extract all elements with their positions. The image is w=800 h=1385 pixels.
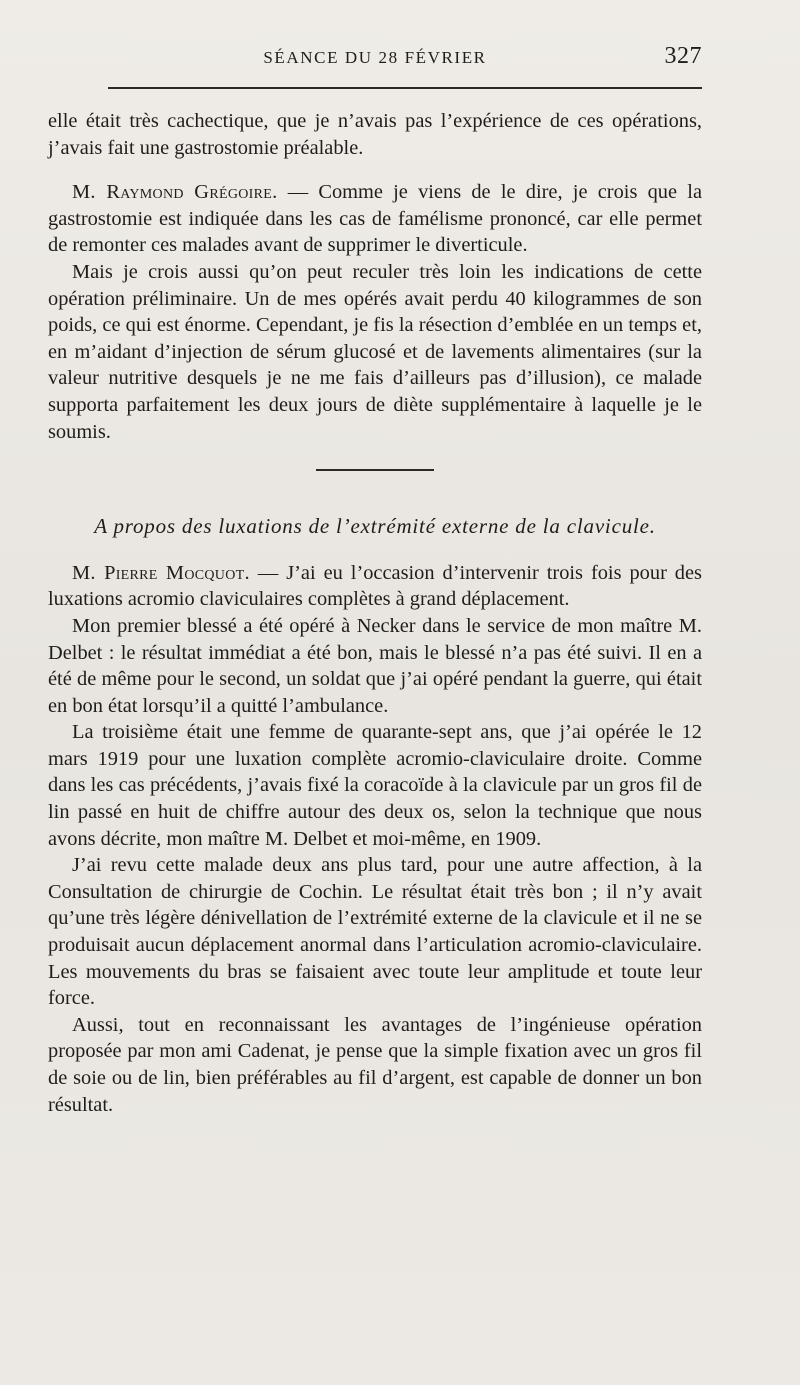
paragraph-gap — [48, 161, 702, 179]
speaker-raymond-gregoire: M. Raymond Grégoire. — [72, 181, 278, 204]
header-rule — [108, 87, 702, 89]
running-head — [48, 40, 702, 78]
paragraph-1: elle était très cachectique, que je n’avais pas l’expérience de ces opérations, j’avais fait une gastrostomie préalable. — [48, 110, 702, 159]
speaker-pierre-mocquot: M. Pierre Mocquot. — [72, 561, 250, 584]
paragraph-5: Mon premier blessé a été opéré à Necker dans le service de mon maître M. Delbet : le résultat immédiat a été bon, mais le blessé n’a pas été suivi. Il en a été de même pour le second, un soldat que j’ai opéré pendant la guerre, qui était en bon état lorsqu’il a quitté l’ambulance. — [48, 614, 702, 717]
paragraph-4 — [48, 560, 702, 613]
paragraph-7: J’ai revu cette malade deux ans plus tard, pour une autre affection, à la Consultation de chirurgie de Cochin. Le résultat était très bon ; il n’y avait qu’une très légère dénivellation de l’extrémité externe de la clavicule et il ne se produisait aucun déplacement anormal dans l’articulation acromio-claviculaire. Les mouvements du bras se faisaient avec toute leur amplitude et toute leur force. — [48, 854, 702, 1010]
paragraph-2-text: — Comme je viens de le dire, je crois que la gastrostomie est indiquée dans les cas de famélisme prononcé, car elle permet de remonter ces malades avant de supprimer le diverticule. — [48, 181, 702, 257]
section-gap — [48, 540, 702, 560]
paragraph-6: La troisième était une femme de quarante-sept ans, que j’ai opérée le 12 mars 1919 pour une luxation complète acromio-claviculaire droite. Comme dans les cas précédents, j’avais fixé la coracoïde à la clavicule par un gros fil de lin passé en huit de chiffre autour des deux os, selon la technique que nous avons décrite, mon maître M. Delbet et moi-même, en 1909. — [48, 721, 702, 850]
document-body — [48, 108, 702, 1118]
paragraph-8: Aussi, tout en reconnaissant les avantages de l’ingénieuse opération proposée par mon ami Cadenat, je pense que la simple fixation avec un gros fil de soie ou de lin, bien préférables au fil d’argent, est capable de donner un bon résultat. — [48, 1013, 702, 1116]
section-title: A propos des luxations de l’extrémité externe de la clavicule. — [94, 514, 656, 539]
paragraph-4-text: — J’ai eu l’occasion d’intervenir trois fois pour des luxations acromio claviculaires complètes à grand déplacement. — [48, 561, 702, 611]
section-divider — [316, 469, 434, 471]
page-number: 327 — [664, 43, 702, 69]
paragraph-2 — [48, 179, 702, 259]
paragraph-3: Mais je crois aussi qu’on peut reculer très loin les indications de cette opération préliminaire. Un de mes opérés avait perdu 40 kilogrammes de son poids, ce qui est énorme. Cependant, je fis la résection d’emblée en un temps et, en m’aidant d’injection de sérum glucosé et de lavements alimentaires (sur la valeur nutritive desquels je ne me fais d’ailleurs pas d’illusion), ce malade supporta parfaitement les deux jours de diète supplémentaire à laquelle je le soumis. — [48, 260, 702, 443]
running-title: SÉANCE DU 28 FÉVRIER — [263, 48, 487, 67]
